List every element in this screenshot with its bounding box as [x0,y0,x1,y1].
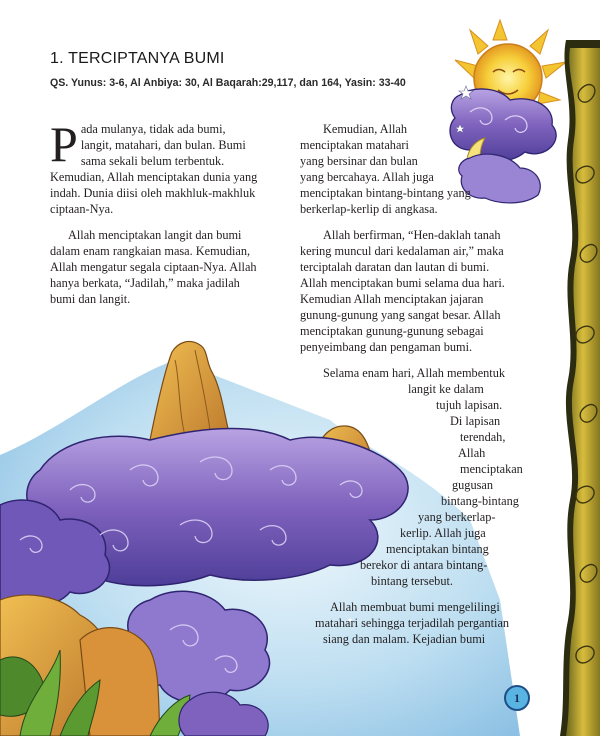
text-line: ciptaan-Nya. [50,202,114,216]
text-line: langit ke dalam [408,382,484,396]
text-line: kering muncul dari kedalaman air,” maka [300,244,504,258]
text-line: yang bersinar dan bulan [300,154,418,168]
text-line: ada mulanya, tidak ada bumi, [80,122,226,136]
drop-cap: P [50,116,78,172]
text-line: gugusan [452,478,493,492]
text-line: terciptalah daratan dan lautan di bumi. [300,260,490,274]
text-line: menciptakan bintang-bintang yang [300,186,471,200]
text-line: Allah berfirman, “Hen-daklah tanah [323,228,501,242]
text-line: Kemudian, Allah menciptakan dunia yang [50,170,258,184]
text-line: menciptakan bintang [386,542,489,556]
text-line: Allah mengatur segala ciptaan-Nya. Allah [50,260,257,274]
text-line: Allah menciptakan bumi selama dua hari. [300,276,505,290]
text-line: berkerlap-kerlip di angkasa. [300,202,438,216]
text-line: penyeimbang dan pengaman bumi. [300,340,473,354]
text-line: Kemudian Allah menciptakan jajaran [300,292,484,306]
text-line: indah. Dunia diisi oleh makhluk-makhluk [50,186,256,200]
quran-reference: QS. Yunus: 3-6, Al Anbiya: 30, Al Baqarah:29,117, dan 164, Yasin: 33-40 [50,77,406,89]
text-line: menciptakan matahari [300,138,409,152]
text-line: menciptakan gunung-gunung sebagai [300,324,484,338]
text-line: Kemudian, Allah [323,122,408,136]
text-line: bumi dan langit. [50,292,131,306]
text-line: terendah, [460,430,506,444]
text-line: hanya berkata, “Jadilah,” maka jadilah [50,276,240,290]
text-line: Allah menciptakan langit dan bumi [68,228,242,242]
text-line: yang bercahaya. Allah juga [300,170,434,184]
text-line: Allah [458,446,486,460]
text-line: bintang tersebut. [371,574,453,588]
text-line: sama sekali belum terbentuk. [80,154,225,168]
page-number-badge: 1 [504,685,530,711]
text-line: berekor di antara bintang- [360,558,488,572]
text-line: gunung-gunung yang sangat besar. Allah [300,308,501,322]
text-line: Selama enam hari, Allah membentuk [323,366,506,380]
text-line: matahari sehingga terjadilah pergantian [315,616,510,630]
text-line: tujuh lapisan. [436,398,503,412]
text-line: siang dan malam. Kejadian bumi [323,632,486,646]
text-line: yang berkerlap- [418,510,496,524]
text-line: kerlip. Allah juga [400,526,486,540]
text-line: dalam enam rangkaian masa. Kemudian, [50,244,251,258]
text-line: bintang-bintang [441,494,519,508]
text-line: Di lapisan [450,414,501,428]
text-line: Allah membuat bumi mengelilingi [330,600,500,614]
chapter-title: 1. TERCIPTANYA BUMI [50,50,225,67]
text-line: menciptakan [460,462,523,476]
text-line: langit, matahari, dan bulan. Bumi [80,138,246,152]
